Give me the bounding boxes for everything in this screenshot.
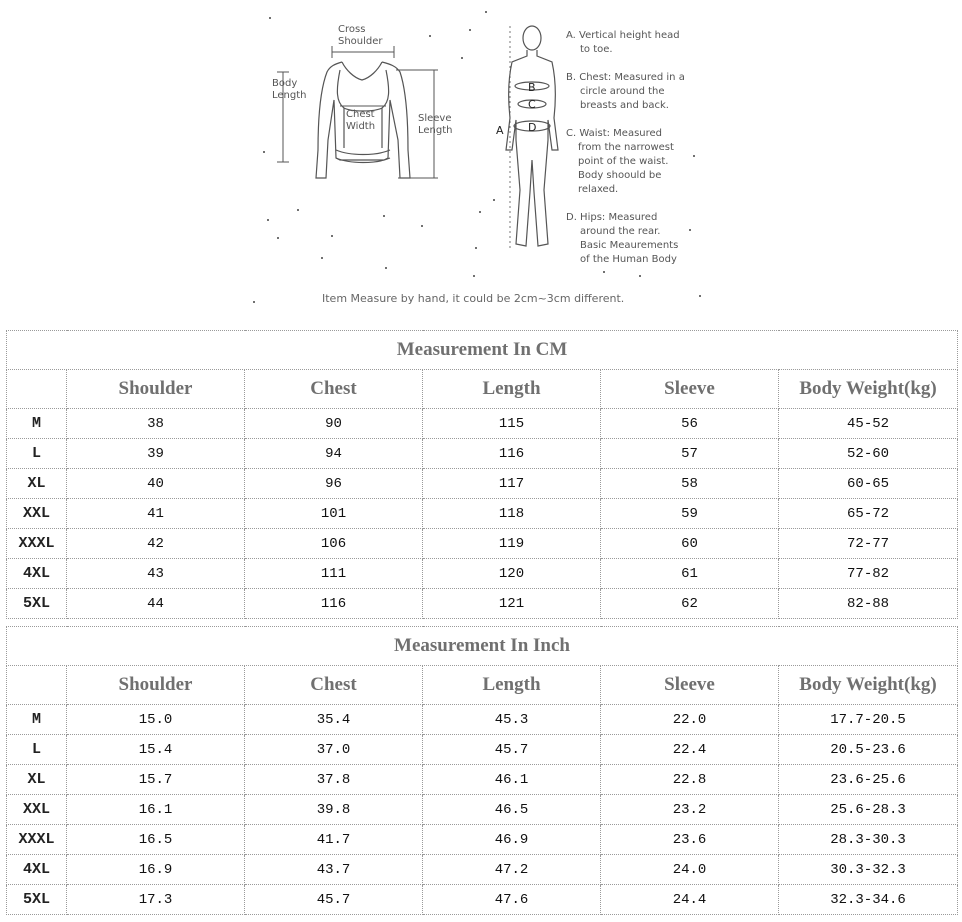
- body-letter-b: B: [528, 81, 536, 94]
- sleeve-cell: 22.4: [601, 735, 779, 765]
- length-cell: 47.2: [423, 855, 601, 885]
- body-length-label-2: Length: [272, 90, 307, 101]
- table-row: [7, 529, 958, 559]
- shoulder-cell: 16.5: [67, 825, 245, 855]
- chest-cell: 37.8: [245, 765, 423, 795]
- shoulder-cell: 41: [67, 499, 245, 529]
- size-table-cm: [6, 330, 958, 619]
- table-row: [7, 559, 958, 589]
- table-title: Measurement In CM: [7, 331, 958, 370]
- length-cell: 116: [423, 439, 601, 469]
- note-d-line-1: D. Hips: Measured: [566, 212, 658, 223]
- shoulder-cell: 40: [67, 469, 245, 499]
- note-d-line-2: around the rear.: [580, 226, 661, 237]
- size-cell: XXL: [7, 795, 67, 825]
- body-length-label-1: Body: [272, 78, 298, 89]
- body-letter-c: C: [528, 98, 536, 111]
- length-cell: 120: [423, 559, 601, 589]
- human-body-sketch: [506, 26, 558, 248]
- size-cell: L: [7, 735, 67, 765]
- length-cell: 45.7: [423, 735, 601, 765]
- body-letter-d: D: [528, 121, 537, 134]
- chest-cell: 35.4: [245, 705, 423, 735]
- size-table-inch-body: [7, 627, 958, 915]
- size-cell: 5XL: [7, 589, 67, 619]
- header-length: Length: [423, 370, 601, 409]
- table-header-row: [7, 370, 958, 409]
- shoulder-cell: 39: [67, 439, 245, 469]
- table-row: [7, 499, 958, 529]
- note-b-line-1: B. Chest: Measured in a: [566, 72, 685, 83]
- chest-cell: 45.7: [245, 885, 423, 915]
- note-c-line-3: point of the waist.: [578, 156, 669, 167]
- header-length: Length: [423, 666, 601, 705]
- length-cell: 119: [423, 529, 601, 559]
- shoulder-cell: 44: [67, 589, 245, 619]
- chest-cell: 39.8: [245, 795, 423, 825]
- sleeve-cell: 58: [601, 469, 779, 499]
- header-body-weight: Body Weight(kg): [779, 370, 958, 409]
- size-cell: XXXL: [7, 529, 67, 559]
- length-cell: 45.3: [423, 705, 601, 735]
- body-letter-a: A: [496, 124, 504, 137]
- note-b-line-3: breasts and back.: [580, 100, 669, 111]
- note-a-line-1: A. Vertical height head: [566, 30, 680, 41]
- table-row: [7, 469, 958, 499]
- header-body-weight: Body Weight(kg): [779, 666, 958, 705]
- length-cell: 47.6: [423, 885, 601, 915]
- shoulder-cell: 42: [67, 529, 245, 559]
- chest-cell: 94: [245, 439, 423, 469]
- table-caption-row: [7, 331, 958, 370]
- table-row: [7, 589, 958, 619]
- chest-cell: 41.7: [245, 825, 423, 855]
- header-sleeve: Sleeve: [601, 370, 779, 409]
- header-shoulder: Shoulder: [67, 370, 245, 409]
- measure-disclaimer: Item Measure by hand, it could be 2cm~3cm different.: [322, 292, 625, 305]
- table-row: [7, 705, 958, 735]
- size-cell: XL: [7, 469, 67, 499]
- sleeve-cell: 62: [601, 589, 779, 619]
- size-cell: 4XL: [7, 855, 67, 885]
- shoulder-cell: 16.1: [67, 795, 245, 825]
- length-cell: 118: [423, 499, 601, 529]
- chest-width-label-2: Width: [346, 121, 376, 132]
- cross-shoulder-label-1: Cross: [338, 24, 366, 35]
- note-d-line-3: Basic Meaurements: [580, 240, 679, 251]
- size-table-cm-body: [7, 331, 958, 619]
- body-weight-cell: 45-52: [779, 409, 958, 439]
- sleeve-cell: 57: [601, 439, 779, 469]
- table-header-row: [7, 666, 958, 705]
- measurement-guide-illustration: [0, 0, 962, 330]
- size-cell: XL: [7, 765, 67, 795]
- header-corner: [7, 666, 67, 705]
- sleeve-cell: 60: [601, 529, 779, 559]
- sleeve-cell: 23.2: [601, 795, 779, 825]
- size-cell: 4XL: [7, 559, 67, 589]
- header-chest: Chest: [245, 370, 423, 409]
- header-sleeve: Sleeve: [601, 666, 779, 705]
- shoulder-cell: 15.0: [67, 705, 245, 735]
- header-chest: Chest: [245, 666, 423, 705]
- measurement-guide-figure: [0, 0, 962, 330]
- size-cell: M: [7, 409, 67, 439]
- note-b-line-2: circle around the: [580, 86, 665, 97]
- size-cell: XXXL: [7, 825, 67, 855]
- body-weight-cell: 20.5-23.6: [779, 735, 958, 765]
- shoulder-cell: 38: [67, 409, 245, 439]
- chest-cell: 90: [245, 409, 423, 439]
- table-caption-row: [7, 627, 958, 666]
- length-cell: 46.9: [423, 825, 601, 855]
- length-cell: 117: [423, 469, 601, 499]
- body-weight-cell: 23.6-25.6: [779, 765, 958, 795]
- size-table-inch: [6, 626, 958, 915]
- note-c-line-4: Body shoould be: [578, 170, 662, 181]
- body-weight-cell: 60-65: [779, 469, 958, 499]
- note-d-line-4: of the Human Body: [580, 254, 677, 265]
- shoulder-cell: 43: [67, 559, 245, 589]
- size-cell: XXL: [7, 499, 67, 529]
- sleeve-cell: 61: [601, 559, 779, 589]
- note-c-line-1: C. Waist: Measured: [566, 128, 663, 139]
- size-cell: 5XL: [7, 885, 67, 915]
- sleeve-cell: 24.0: [601, 855, 779, 885]
- note-a-line-2: to toe.: [580, 44, 613, 55]
- chest-width-label-1: Chest: [346, 109, 375, 120]
- sleeve-cell: 22.0: [601, 705, 779, 735]
- sleeve-cell: 22.8: [601, 765, 779, 795]
- sleeve-length-label-2: Length: [418, 125, 453, 136]
- body-weight-cell: 28.3-30.3: [779, 825, 958, 855]
- length-cell: 46.1: [423, 765, 601, 795]
- body-weight-cell: 52-60: [779, 439, 958, 469]
- table-title: Measurement In Inch: [7, 627, 958, 666]
- table-row: [7, 765, 958, 795]
- chest-cell: 106: [245, 529, 423, 559]
- sleeve-cell: 24.4: [601, 885, 779, 915]
- header-shoulder: Shoulder: [67, 666, 245, 705]
- sleeve-length-label-1: Sleeve: [418, 113, 452, 124]
- note-c-line-5: relaxed.: [578, 184, 619, 195]
- table-row: [7, 825, 958, 855]
- shoulder-cell: 17.3: [67, 885, 245, 915]
- body-weight-cell: 65-72: [779, 499, 958, 529]
- length-cell: 121: [423, 589, 601, 619]
- body-weight-cell: 72-77: [779, 529, 958, 559]
- length-cell: 46.5: [423, 795, 601, 825]
- body-weight-cell: 25.6-28.3: [779, 795, 958, 825]
- sleeve-cell: 59: [601, 499, 779, 529]
- table-row: [7, 409, 958, 439]
- table-row: [7, 795, 958, 825]
- measurement-notes: [566, 30, 685, 265]
- table-row: [7, 439, 958, 469]
- length-cell: 115: [423, 409, 601, 439]
- table-row: [7, 735, 958, 765]
- shoulder-cell: 16.9: [67, 855, 245, 885]
- chest-cell: 116: [245, 589, 423, 619]
- table-row: [7, 885, 958, 915]
- body-weight-cell: 82-88: [779, 589, 958, 619]
- size-cell: L: [7, 439, 67, 469]
- note-c-line-2: from the narrowest: [578, 142, 674, 153]
- table-row: [7, 855, 958, 885]
- sleeve-cell: 23.6: [601, 825, 779, 855]
- sleeve-cell: 56: [601, 409, 779, 439]
- shoulder-cell: 15.4: [67, 735, 245, 765]
- body-weight-cell: 77-82: [779, 559, 958, 589]
- cross-shoulder-label-2: Shoulder: [338, 36, 383, 47]
- chest-cell: 101: [245, 499, 423, 529]
- chest-cell: 111: [245, 559, 423, 589]
- size-cell: M: [7, 705, 67, 735]
- shoulder-cell: 15.7: [67, 765, 245, 795]
- chest-cell: 96: [245, 469, 423, 499]
- body-weight-cell: 30.3-32.3: [779, 855, 958, 885]
- body-weight-cell: 32.3-34.6: [779, 885, 958, 915]
- header-corner: [7, 370, 67, 409]
- chest-cell: 37.0: [245, 735, 423, 765]
- chest-cell: 43.7: [245, 855, 423, 885]
- body-weight-cell: 17.7-20.5: [779, 705, 958, 735]
